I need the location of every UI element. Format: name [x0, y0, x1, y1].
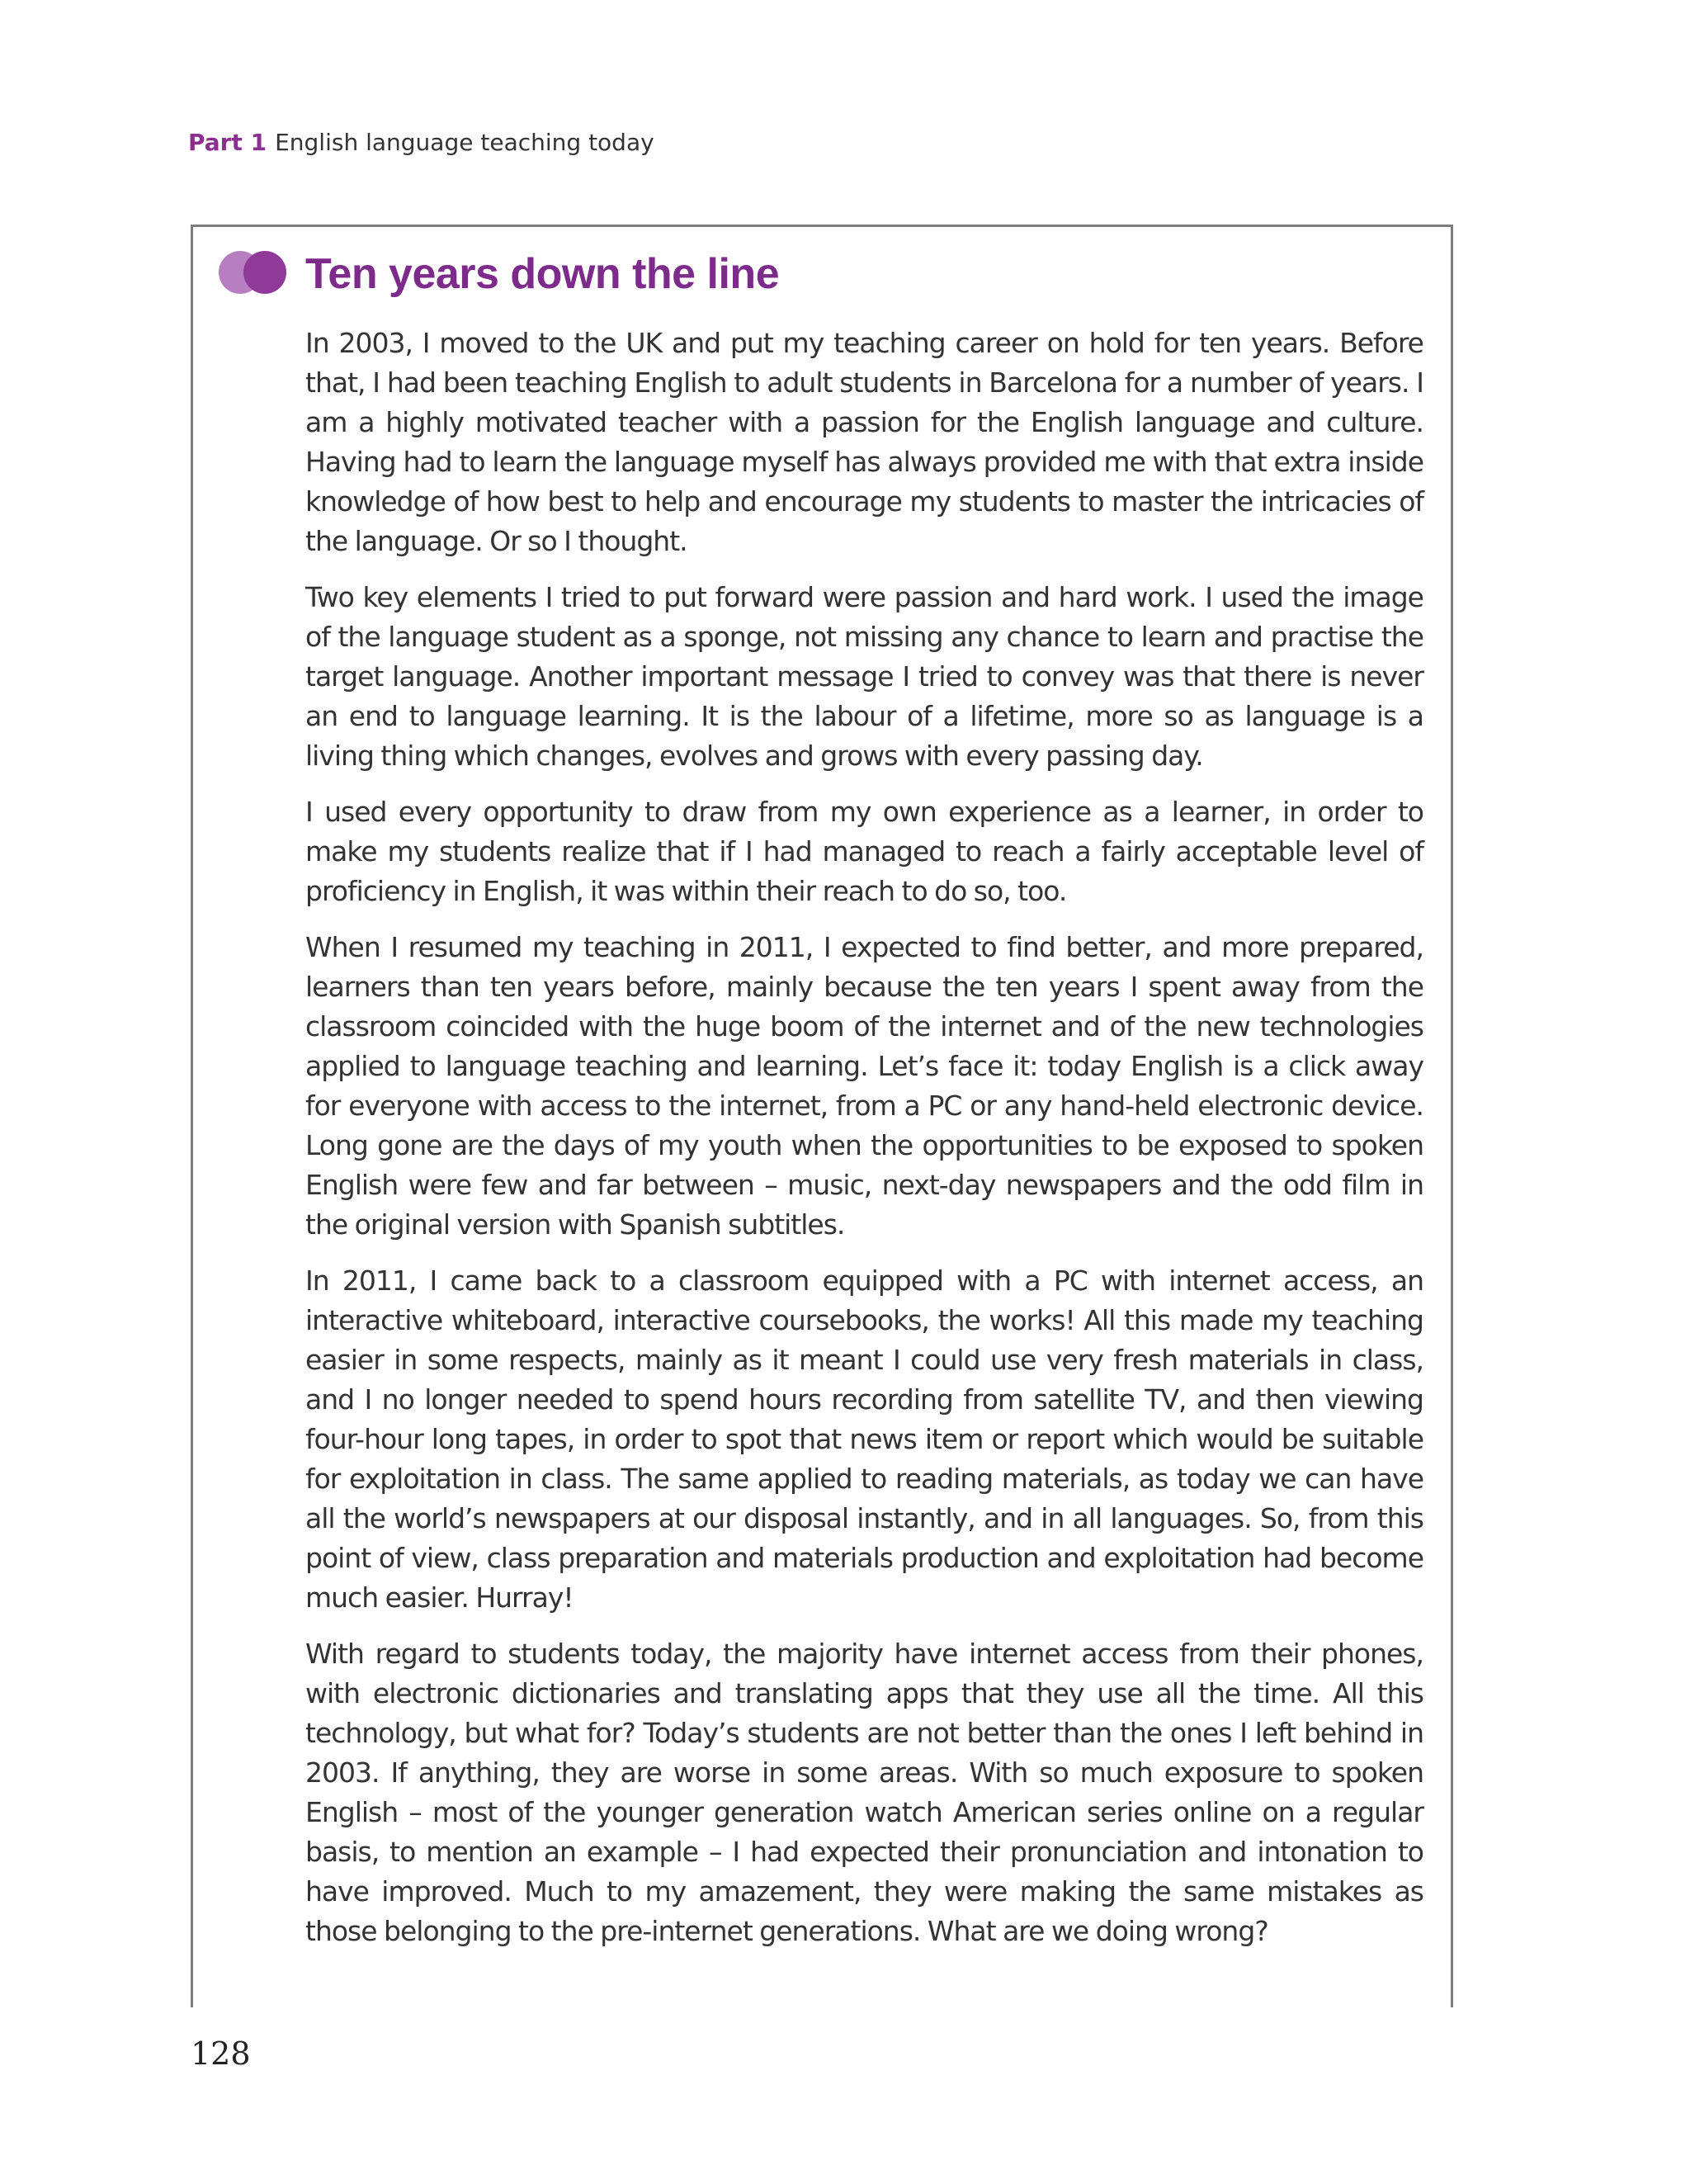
paragraph: I used every opportunity to draw from my own experience as a learner, in order to make my students realize that if I had managed to reach a fairly acceptable level of proficiency in English, it was within their reach to do so, too. [305, 796, 1423, 907]
bullet-dot-dark [243, 251, 286, 294]
paragraph: Two key elements I tried to put forward were passion and hard work. I used the image of the language student as a sponge, not missing any chance to learn and practise the target language. Another important message I tried to convey was that there is never an end to language learning. It is the labour of a lifetime, more so as language is a living thing which changes, evolves and grows with every passing day. [305, 581, 1423, 772]
box-body [305, 324, 1423, 1968]
box-title: Ten years down the line [305, 250, 780, 298]
section-title: English language teaching today [275, 129, 654, 156]
paragraph: In 2011, I came back to a classroom equipped with a PC with internet access, an interactive whiteboard, interactive coursebooks, the works! All this made my teaching easier in some respects, mainly as it meant I could use very fresh materials in class, and I no longer needed to spend hours recording from satellite TV, and then viewing four-hour long tapes, in order to spot that news item or report which would be suitable for exploitation in class. The same applied to reading materials, as today we can have all the world’s newspapers at our disposal instantly, and in all languages. So, from this point of view, class preparation and materials production and exploitation had become much easier. Hurray! [305, 1265, 1423, 1614]
paragraph: In 2003, I moved to the UK and put my teaching career on hold for ten years. Before that, I had been teaching English to adult students in Barcelona for a number of years. I am a highly motivated teacher with a passion for the English language and culture. Having had to learn the language myself has always provided me with that extra inside knowledge of how best to help and encourage my students to master the intricacies of the language. Or so I thought. [305, 327, 1423, 557]
part-label: Part 1 [188, 129, 267, 156]
page-number: 128 [191, 2035, 251, 2072]
title-bullet-icon [219, 251, 288, 294]
running-header [188, 129, 654, 156]
paragraph: When I resumed my teaching in 2011, I expected to find better, and more prepared, learners than ten years before, mainly because the ten years I spent away from the classroom coincided with the huge boom of the internet and of the new technologies applied to language teaching and learning. Let’s face it: today English is a click away for everyone with access to the internet, from a PC or any hand-held electronic device. Long gone are the days of my youth when the opportunities to be exposed to spoken English were few and far between – music, next-day newspapers and the odd film in the original version with Spanish subtitles. [305, 931, 1423, 1241]
paragraph: With regard to students today, the majority have internet access from their phones, with electronic dictionaries and translating apps that they use all the time. All this technology, but what for? Today’s students are not better than the ones I left behind in 2003. If anything, they are worse in some areas. With so much exposure to spoken English – most of the younger generation watch American series online on a regular basis, to mention an example – I had expected their pronunciation and intonation to have improved. Much to my amazement, they were making the same mistakes as those belonging to the pre-internet generations. What are we doing wrong? [305, 1638, 1423, 1947]
